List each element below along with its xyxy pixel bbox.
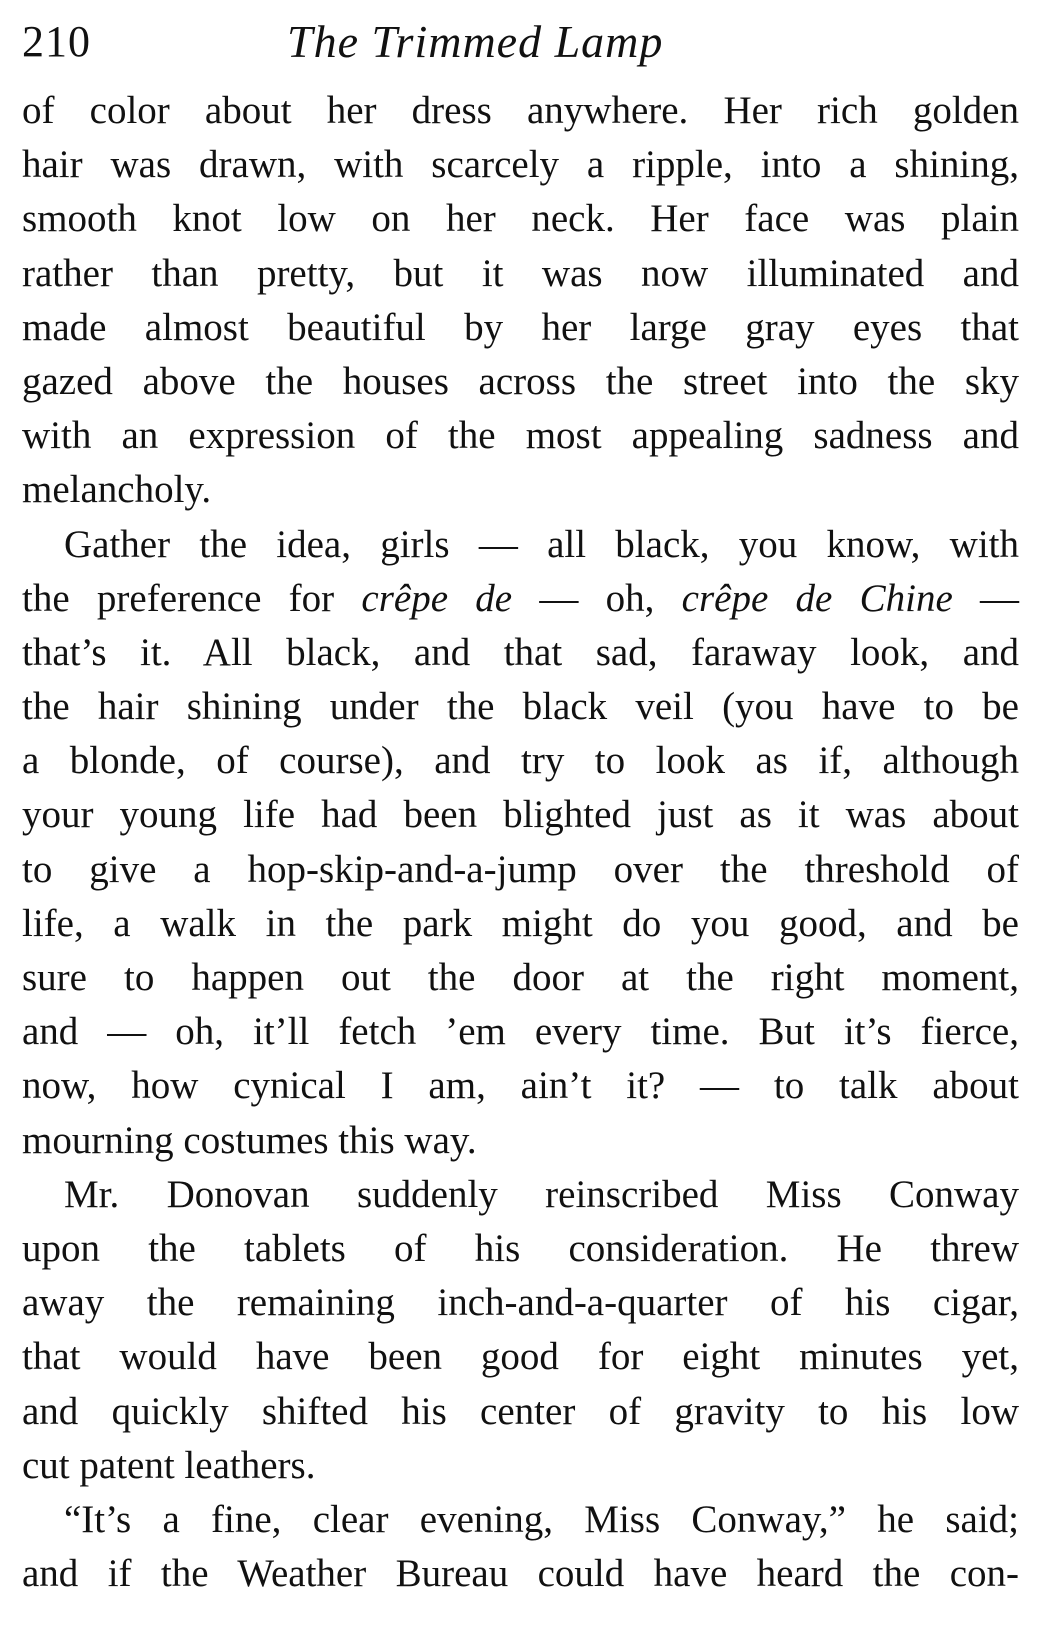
text-line: gazed above the houses across the street into the sky bbox=[22, 359, 1019, 403]
text-line: and quickly shifted his center of gravity to his low bbox=[22, 1389, 1019, 1433]
italic-phrase: crêpe de bbox=[361, 576, 513, 620]
text-line: mourning costumes this way. bbox=[22, 1118, 477, 1162]
paragraph-3 bbox=[22, 1168, 1019, 1493]
text-segment: the preference for bbox=[22, 576, 362, 620]
text-line: melancholy. bbox=[22, 468, 212, 512]
text-line: “It’s a fine, clear evening, Miss Conway,” he said; bbox=[64, 1497, 1019, 1541]
text-line: with an expression of the most appealing sadness and bbox=[22, 414, 1019, 458]
paragraph-1 bbox=[22, 84, 1019, 518]
text-line: of color about her dress anywhere. Her rich golden bbox=[22, 89, 1019, 132]
text-line: that’s it. All black, and that sad, faraway look, and bbox=[22, 630, 1019, 674]
text-line: life, a walk in the park might do you good, and be bbox=[22, 901, 1019, 945]
running-title: The Trimmed Lamp bbox=[287, 16, 664, 67]
paragraph-2 bbox=[22, 518, 1019, 1168]
text-line: and — oh, it’ll fetch ’em every time. But it’s fierce, bbox=[22, 1010, 1019, 1054]
text-line-with-italics bbox=[22, 572, 1019, 626]
text-line: rather than pretty, but it was now illuminated and bbox=[22, 251, 1019, 295]
book-page bbox=[22, 10, 1019, 1601]
text-line: a blonde, of course), and try to look as if, although bbox=[22, 739, 1019, 783]
text-line: sure to happen out the door at the right moment, bbox=[22, 956, 1019, 999]
text-line: away the remaining inch-and-a-quarter of his cigar, bbox=[22, 1281, 1019, 1325]
paragraph-4 bbox=[22, 1493, 1019, 1601]
text-line: Gather the idea, girls — all black, you know, with bbox=[64, 522, 1019, 566]
italic-phrase: crêpe de Chine bbox=[681, 576, 953, 620]
text-segment: — oh, bbox=[512, 576, 682, 620]
text-line: made almost beautiful by her large gray eyes that bbox=[22, 305, 1019, 349]
text-line: smooth knot low on her neck. Her face was plain bbox=[22, 197, 1019, 241]
text-line: the hair shining under the black veil (you have to be bbox=[22, 685, 1019, 729]
text-line: cut patent leathers. bbox=[22, 1443, 316, 1487]
text-segment: — bbox=[952, 576, 1020, 620]
text-line: Mr. Donovan suddenly reinscribed Miss Conway bbox=[64, 1172, 1019, 1216]
page-header bbox=[22, 10, 1019, 84]
text-line: upon the tablets of his consideration. He threw bbox=[22, 1226, 1019, 1270]
text-line: hair was drawn, with scarcely a ripple, into a shining, bbox=[22, 143, 1019, 187]
text-line: now, how cynical I am, ain’t it? — to talk about bbox=[22, 1064, 1019, 1108]
text-line: to give a hop-skip-and-a-jump over the threshold of bbox=[22, 847, 1019, 891]
text-line: that would have been good for eight minutes yet, bbox=[22, 1335, 1019, 1379]
page-number: 210 bbox=[22, 17, 91, 66]
text-line: your young life had been blighted just as it was about bbox=[22, 793, 1019, 837]
text-line: and if the Weather Bureau could have heard the con- bbox=[22, 1552, 1019, 1596]
